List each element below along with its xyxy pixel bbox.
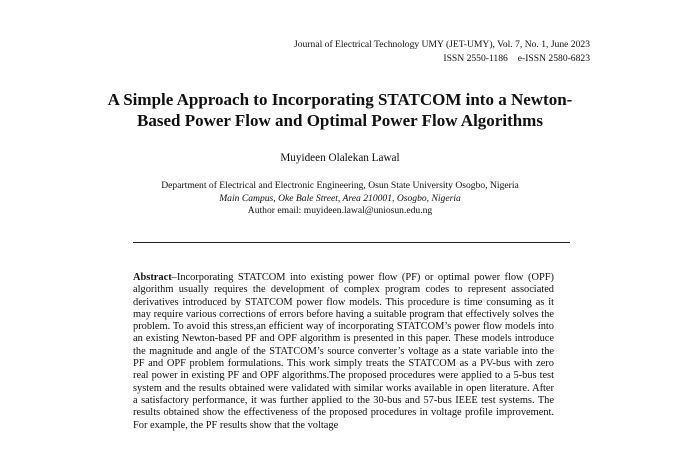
journal-citation: Journal of Electrical Technology UMY (JET-UMY), Vol. 7, No. 1, June 2023 <box>294 39 590 50</box>
affiliation-department: Department of Electrical and Electronic Engineering, Osun State University Osogbo, Nigeria <box>161 180 519 191</box>
abstract-separator: – <box>171 272 177 283</box>
section-divider <box>133 242 570 243</box>
author-email: Author email: muyideen.lawal@uniosun.edu.ng <box>247 205 433 216</box>
paper-title-line-2: Based Power Flow and Optimal Power Flow Algorithms <box>137 111 543 130</box>
eissn: e-ISSN 2580-6823 <box>517 53 590 64</box>
paper-title <box>60 89 620 131</box>
abstract <box>133 272 554 432</box>
abstract-label: Abstract <box>133 272 172 283</box>
abstract-text: Incorporating STATCOM into existing power flow (PF) or optimal power flow (OPF) algorithm usually requires the development of complex program codes to represent associated derivatives introduced by STATCOM power flow models. This procedure is time consuming as it may require various corrections of errors before having a suitable program that effectively solves the problem. To avoid this stress,an efficient way of incorporating STATCOM’s power flow models into an existing Newton-based PF and OPF algorithm is presented in this paper. These models introduce the magnitude and angle of the STATCOM’s source converter’s voltage as a state variable into the PF and OPF problem formulations. This work simply treats the STATCOM as a PV-bus with zero real power in existing PF and OPF algorithms.The proposed procedures were applied to a 5-bus test system and the results obtained were validated with similar works available in open literature. After a satisfactory performance, it was further applied to the 30-bus and 57-bus IEEE test systems. The results obtained show the effectiveness of the proposed procedures in voltage profile improvement. For example, the PF results show that the voltage <box>133 272 554 431</box>
author-affiliation <box>60 180 620 218</box>
journal-issn-line <box>294 52 590 66</box>
issn: ISSN 2550-1186 <box>443 53 508 64</box>
author-name: Muyideen Olalekan Lawal <box>280 152 400 164</box>
paper-title-line-1: A Simple Approach to Incorporating STATCOM into a Newton- <box>107 90 573 109</box>
journal-header <box>294 38 590 66</box>
affiliation-campus: Main Campus, Oke Bale Street, Area 210001, Osogbo, Nigeria <box>219 192 461 204</box>
